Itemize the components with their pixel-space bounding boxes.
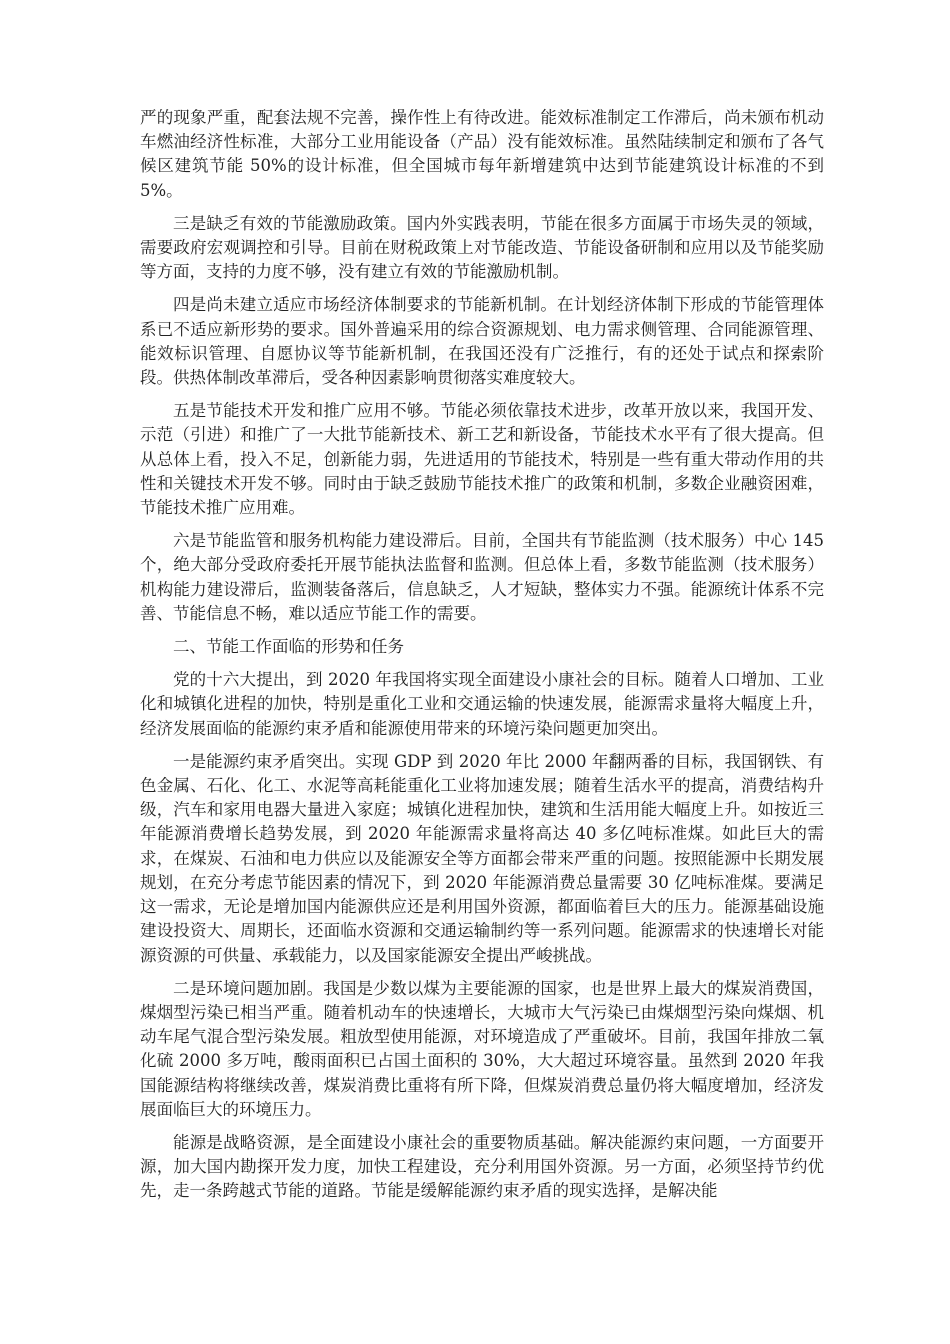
- paragraph-incentive-policy: 三是缺乏有效的节能激励政策。国内外实践表明，节能在很多方面属于市场失灵的领域，需要政府宏观调控和引导。目前在财税政策上对节能改造、节能设备研制和应用以及节能奖励等方面，支持的力度不够，没有建立有效的节能激励机制。: [140, 213, 824, 282]
- paragraph-environment: 二是环境问题加剧。我国是少数以煤为主要能源的国家，也是世界上最大的煤炭消费国，煤烟型污染已相当严重。随着机动车的快速增长，大城市大气污染已由煤烟型污染向煤烟、机动车尾气混合型污染发展。粗放型使用能源，对环境造成了严重破坏。目前，我国年排放二氧化硫 2000 多万吨，酸雨面积已占国土面积的 30%，大大超过环境容量。虽然到 2020 年我国能源结构将继续改善，煤炭消费比重将有所下降，但煤炭消费总量仍将大幅度增加，经济发展面临巨大的环境压力。: [140, 978, 824, 1119]
- paragraph-technology: 五是节能技术开发和推广应用不够。节能必须依靠技术进步，改革开放以来，我国开发、示范（引进）和推广了一大批节能新技术、新工艺和新设备，节能技术水平有了很大提高。但从总体上看，投入不足，创新能力弱，先进适用的节能技术，特别是一些有重大带动作用的共性和关键技术开发不够。同时由于缺乏鼓励节能技术推广的政策和机制，多数企业融资困难，节能技术推广应用难。: [140, 401, 824, 518]
- section-heading: 二、节能工作面临的形势和任务: [173, 637, 404, 657]
- paragraph-new-mechanism: 四是尚未建立适应市场经济体制要求的节能新机制。在计划经济体制下形成的节能管理体系已不适应新形势的要求。国外普遍采用的综合资源规划、电力需求侧管理、合同能源管理、能效标识管理、自愿协议等节能新机制，在我国还没有广泛推行，有的还处于试点和探索阶段。供热体制改革滞后，受各种因素影响贯彻落实难度较大。: [140, 295, 824, 388]
- paragraph-situation: 党的十六大提出，到 2020 年我国将实现全面建设小康社会的目标。随着人口增加、工业化和城镇化进程的加快，特别是重化工业和交通运输的快速发展，能源需求量将大幅度上升，经济发展面临的能源约束矛盾和能源使用带来的环境污染问题更加突出。: [140, 670, 824, 738]
- paragraph-energy-constraint: 一是能源约束矛盾突出。实现 GDP 到 2020 年比 2000 年翻两番的目标，我国钢铁、有色金属、石化、化工、水泥等高耗能重化工业将加速发展；随着生活水平的提高，消费结构升级，汽车和家用电器大量进入家庭；城镇化进程加快，建筑和生活用能大幅度上升。如按近三年能源消费增长趋势发展，到 2020 年能源需求量将高达 40 多亿吨标准煤。如此巨大的需求，在煤炭、石油和电力供应以及能源安全等方面都会带来严重的问题。按照能源中长期发展规划，在充分考虑节能因素的情况下，到 2020 年能源消费总量需要 30 亿吨标准煤。要满足这一需求，无论是增加国内能源供应还是利用国外资源，都面临着巨大的压力。能源基础设施建设投资大、周期长，还面临水资源和交通运输制约等一系列问题。能源需求的快速增长对能源资源的可供量、承载能力，以及国家能源安全提出严峻挑战。: [140, 751, 824, 965]
- document-body: [140, 106, 824, 1213]
- paragraph-supervision: 六是节能监管和服务机构能力建设滞后。目前，全国共有节能监测（技术服务）中心 145 个，绝大部分受政府委托开展节能执法监督和监测。但总体上看，多数节能监测（技术服务）机构能力建设滞后，监测装备落后，信息缺乏，人才短缺，整体实力不强。能源统计体系不完善、节能信息不畅，难以适应节能工作的需要。: [140, 531, 824, 623]
- paragraph-continued: 严的现象严重，配套法规不完善，操作性上有待改进。能效标准制定工作滞后，尚未颁布机动车燃油经济性标准，大部分工业用能设备（产品）没有能效标准。虽然陆续制定和颁布了各气候区建筑节能 50%的设计标准，但全国城市每年新增建筑中达到节能建筑设计标准的不到 5%。: [140, 108, 824, 200]
- paragraph-strategic-resource: 能源是战略资源，是全面建设小康社会的重要物质基础。解决能源约束问题，一方面要开源，加大国内勘探开发力度，加快工程建设，充分利用国外资源。另一方面，必须坚持节约优先，走一条跨越式节能的道路。节能是缓解能源约束矛盾的现实选择，是解决能: [140, 1132, 824, 1201]
